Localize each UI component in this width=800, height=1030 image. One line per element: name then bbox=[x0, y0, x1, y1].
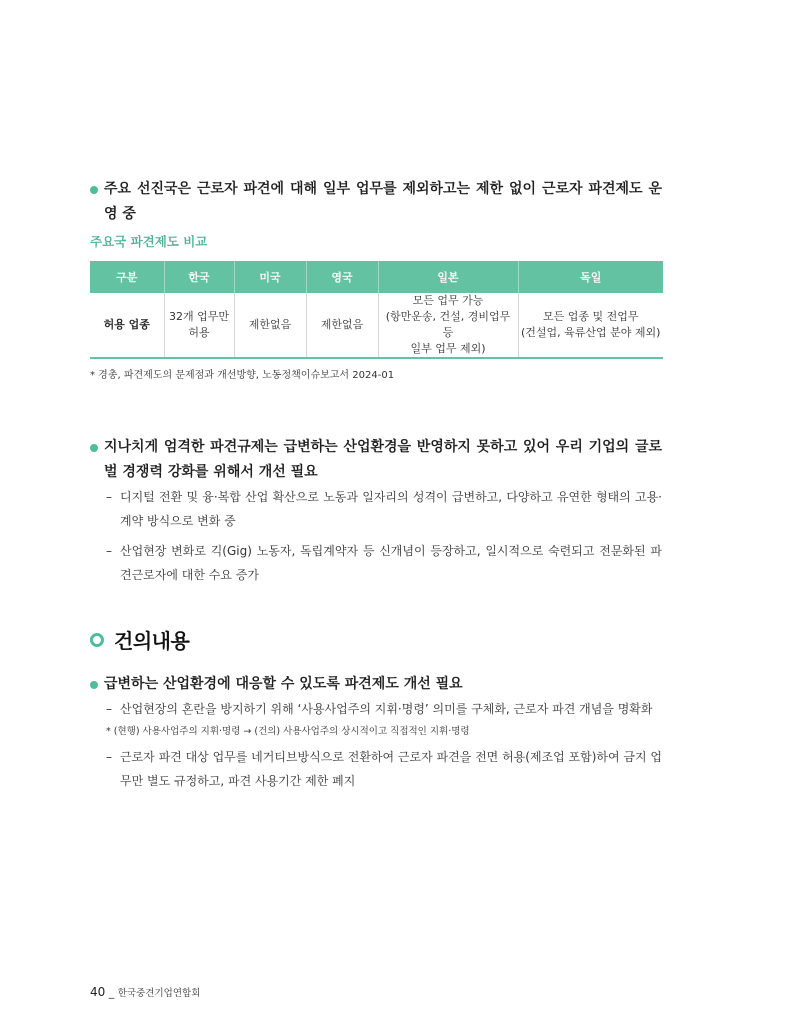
sub-item bbox=[90, 745, 662, 793]
bullet-dot-icon bbox=[90, 681, 98, 689]
cell-line: 모든 업무 가능 bbox=[412, 294, 484, 307]
bullet-item-3 bbox=[90, 672, 662, 793]
column-header: 영국 bbox=[306, 261, 378, 293]
cell-line: 모든 업종 및 전업무 bbox=[543, 310, 639, 323]
table-header-row bbox=[90, 261, 663, 293]
dash-marker: – bbox=[106, 702, 112, 716]
page-number: 40 bbox=[90, 985, 106, 999]
column-header: 구분 bbox=[90, 261, 164, 293]
sub-item bbox=[90, 485, 662, 533]
cell-line: 제한없음 bbox=[320, 318, 364, 331]
footer-separator: _ bbox=[108, 986, 115, 999]
bullet-item-2 bbox=[90, 435, 662, 587]
note-text: * (현행) 사용사업주의 지휘·명령 → (건의) 사용사업주의 상시적이고 직접적인 지휘·명령 bbox=[106, 726, 470, 737]
sub-item bbox=[90, 697, 662, 721]
organization-name: 한국중견기업연합회 bbox=[117, 988, 201, 999]
table-cell bbox=[234, 293, 306, 358]
table-cell bbox=[378, 293, 518, 358]
bullet-text: 급변하는 산업환경에 대응할 수 있도록 파견제도 개선 필요 bbox=[104, 676, 463, 692]
column-header: 미국 bbox=[234, 261, 306, 293]
sub-item-text: 산업현장의 혼란을 방지하기 위해 ‘사용사업주의 지휘·명령’ 의미를 구체화, 근로자 파견 개념을 명확화 bbox=[120, 702, 653, 716]
dash-marker: – bbox=[106, 490, 112, 504]
sub-item-text: 산업현장 변화로 긱(Gig) 노동자, 독립계약자 등 신개념이 등장하고, 일시적으로 숙련되고 전문화된 파견근로자에 대한 수요 증가 bbox=[120, 544, 662, 582]
table-title: 주요국 파견제도 비교 bbox=[90, 234, 208, 249]
cell-line: (항만운송, 건설, 경비업무 등 bbox=[385, 310, 511, 339]
page-footer bbox=[90, 985, 200, 999]
column-header: 일본 bbox=[378, 261, 518, 293]
column-header: 독일 bbox=[518, 261, 663, 293]
sub-item-text: 근로자 파견 대상 업무를 네거티브방식으로 전환하여 근로자 파견을 전면 허용(제조업 포함)하여 금지 업무만 별도 규정하고, 파견 사용기간 제한 폐지 bbox=[120, 750, 663, 788]
table-cell bbox=[164, 293, 234, 358]
dash-marker: – bbox=[106, 750, 112, 764]
cell-line: 32개 업무만 bbox=[169, 310, 229, 323]
cell-line: 허용 bbox=[188, 326, 210, 339]
bullet-dot-icon bbox=[90, 186, 98, 194]
column-header: 한국 bbox=[164, 261, 234, 293]
dash-marker: – bbox=[106, 544, 112, 558]
ring-bullet-icon bbox=[90, 633, 104, 647]
table-source-note: * 경총, 파견제도의 문제점과 개선방향, 노동정책이슈보고서 2024-01 bbox=[90, 370, 395, 381]
bullet-text: 지나치게 엄격한 파견규제는 급변하는 산업환경을 반영하지 못하고 있어 우리 기업의 글로벌 경쟁력 강화를 위해서 개선 필요 bbox=[104, 439, 662, 480]
table-row bbox=[90, 293, 663, 358]
bullet-item-1 bbox=[90, 177, 662, 227]
cell-line: 일부 업무 제외) bbox=[410, 342, 486, 355]
section-heading bbox=[90, 625, 189, 654]
comparison-table bbox=[90, 261, 663, 359]
cell-line: 제한없음 bbox=[248, 318, 292, 331]
cell-line: (건설업, 육류산업 분야 제외) bbox=[521, 326, 661, 339]
bullet-text: 주요 선진국은 근로자 파견에 대해 일부 업무를 제외하고는 제한 없이 근로자 파견제도 운영 중 bbox=[104, 181, 662, 222]
section-title: 건의내용 bbox=[114, 629, 190, 653]
sub-item-text: 디지털 전환 및 융·복합 산업 확산으로 노동과 일자리의 성격이 급변하고, 다양하고 유연한 형태의 고용·계약 방식으로 변화 중 bbox=[120, 490, 662, 528]
bullet-dot-icon bbox=[90, 444, 98, 452]
table-cell bbox=[518, 293, 663, 358]
table-cell bbox=[306, 293, 378, 358]
row-header: 허용 업종 bbox=[90, 293, 164, 358]
sub-item bbox=[90, 539, 662, 587]
